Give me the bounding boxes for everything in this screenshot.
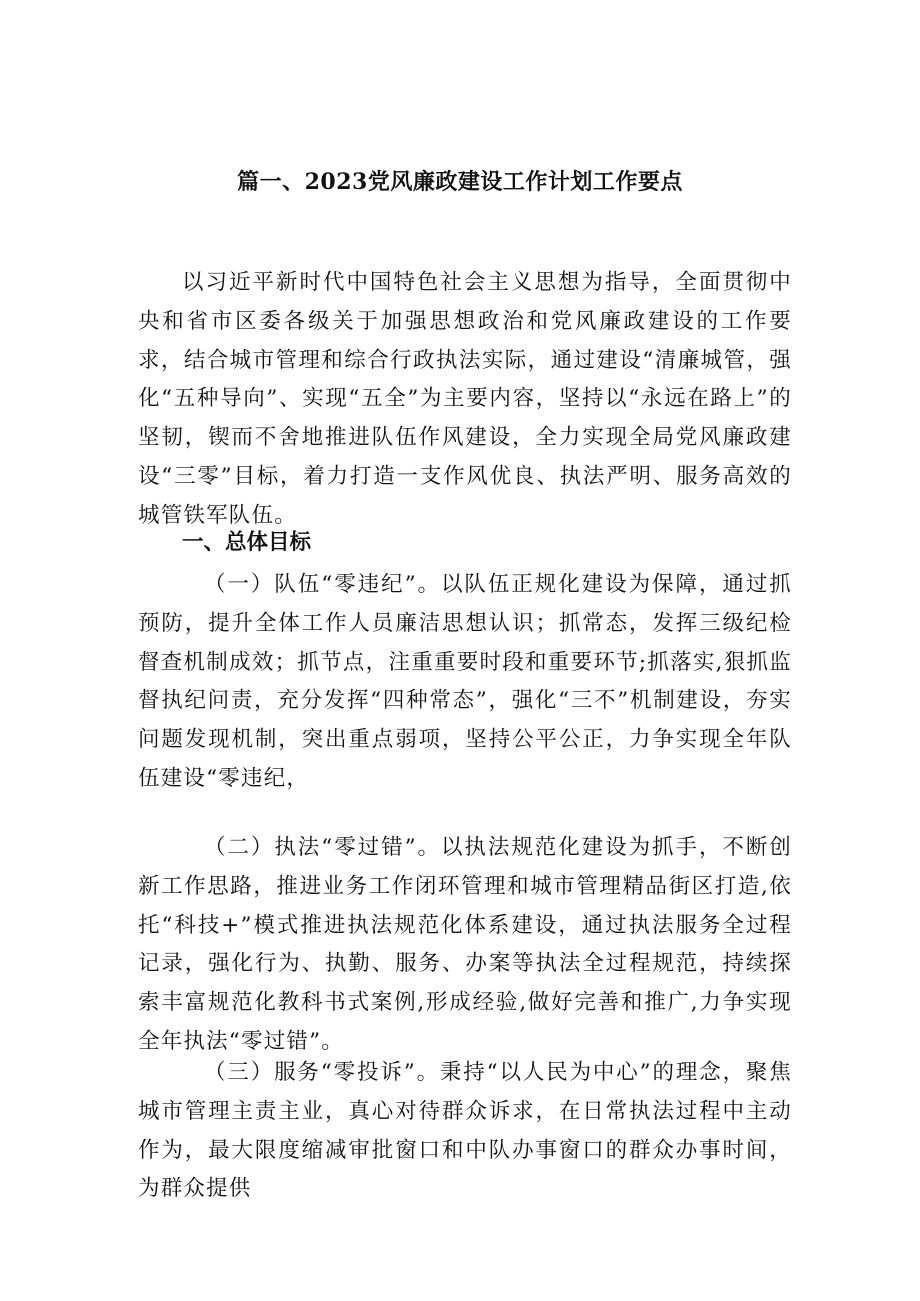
section-heading-overall-goals: 一、总体目标 xyxy=(182,530,312,555)
intro-paragraph: 以习近平新时代中国特色社会主义思想为指导，全面贯彻中央和省市区委各级关于加强思想政治和党风廉政建设的工作要求，结合城市管理和综合行政执法实际，通过建设“清廉城管，强化“五种导向”、实现“五全”为主要内容，坚持以“永远在路上”的坚韧，锲而不舍地推进队伍作风建设，全力实现全局党风廉政建设“三零”目标，着力打造一支作风优良、执法严明、服务高效的城管铁军队伍。 xyxy=(138,270,792,528)
goal-paragraph-enforcement: （二）执法“零过错”。以执法规范化建设为抓手，不断创新工作思路，推进业务工作闭环管理和城市管理精品街区打造,依托“科技+”模式推进执法规范化体系建设，通过执法服务全过程记录，强化行为、执勤、服务、办案等执法全过程规范，持续探索丰富规范化教科书式案例,形成经验,做好完善和推广,力争实现全年执法“零过错”。 xyxy=(138,835,792,1054)
goal-paragraph-service: （三）服务“零投诉”。秉持“以人民为中心”的理念，聚焦城市管理主责主业，真心对待群众诉求，在日常执法过程中主动作为，最大限度缩减审批窗口和中队办事窗口的群众办事时间，为群众提供 xyxy=(138,1060,792,1202)
document-title: 篇一、2023党风廉政建设工作计划工作要点 xyxy=(237,169,683,195)
goal-paragraph-team: （一）队伍“零违纪”。以队伍正规化建设为保障，通过抓预防，提升全体工作人员廉洁思想认识；抓常态，发挥三级纪检督查机制成效；抓节点，注重重要时段和重要环节;抓落实,狠抓监督执纪问责，充分发挥“四种常态”，强化“三不”机制建设，夯实问题发现机制，突出重点弱项，坚持公平公正，力争实现全年队伍建设“零违纪， xyxy=(138,572,792,791)
